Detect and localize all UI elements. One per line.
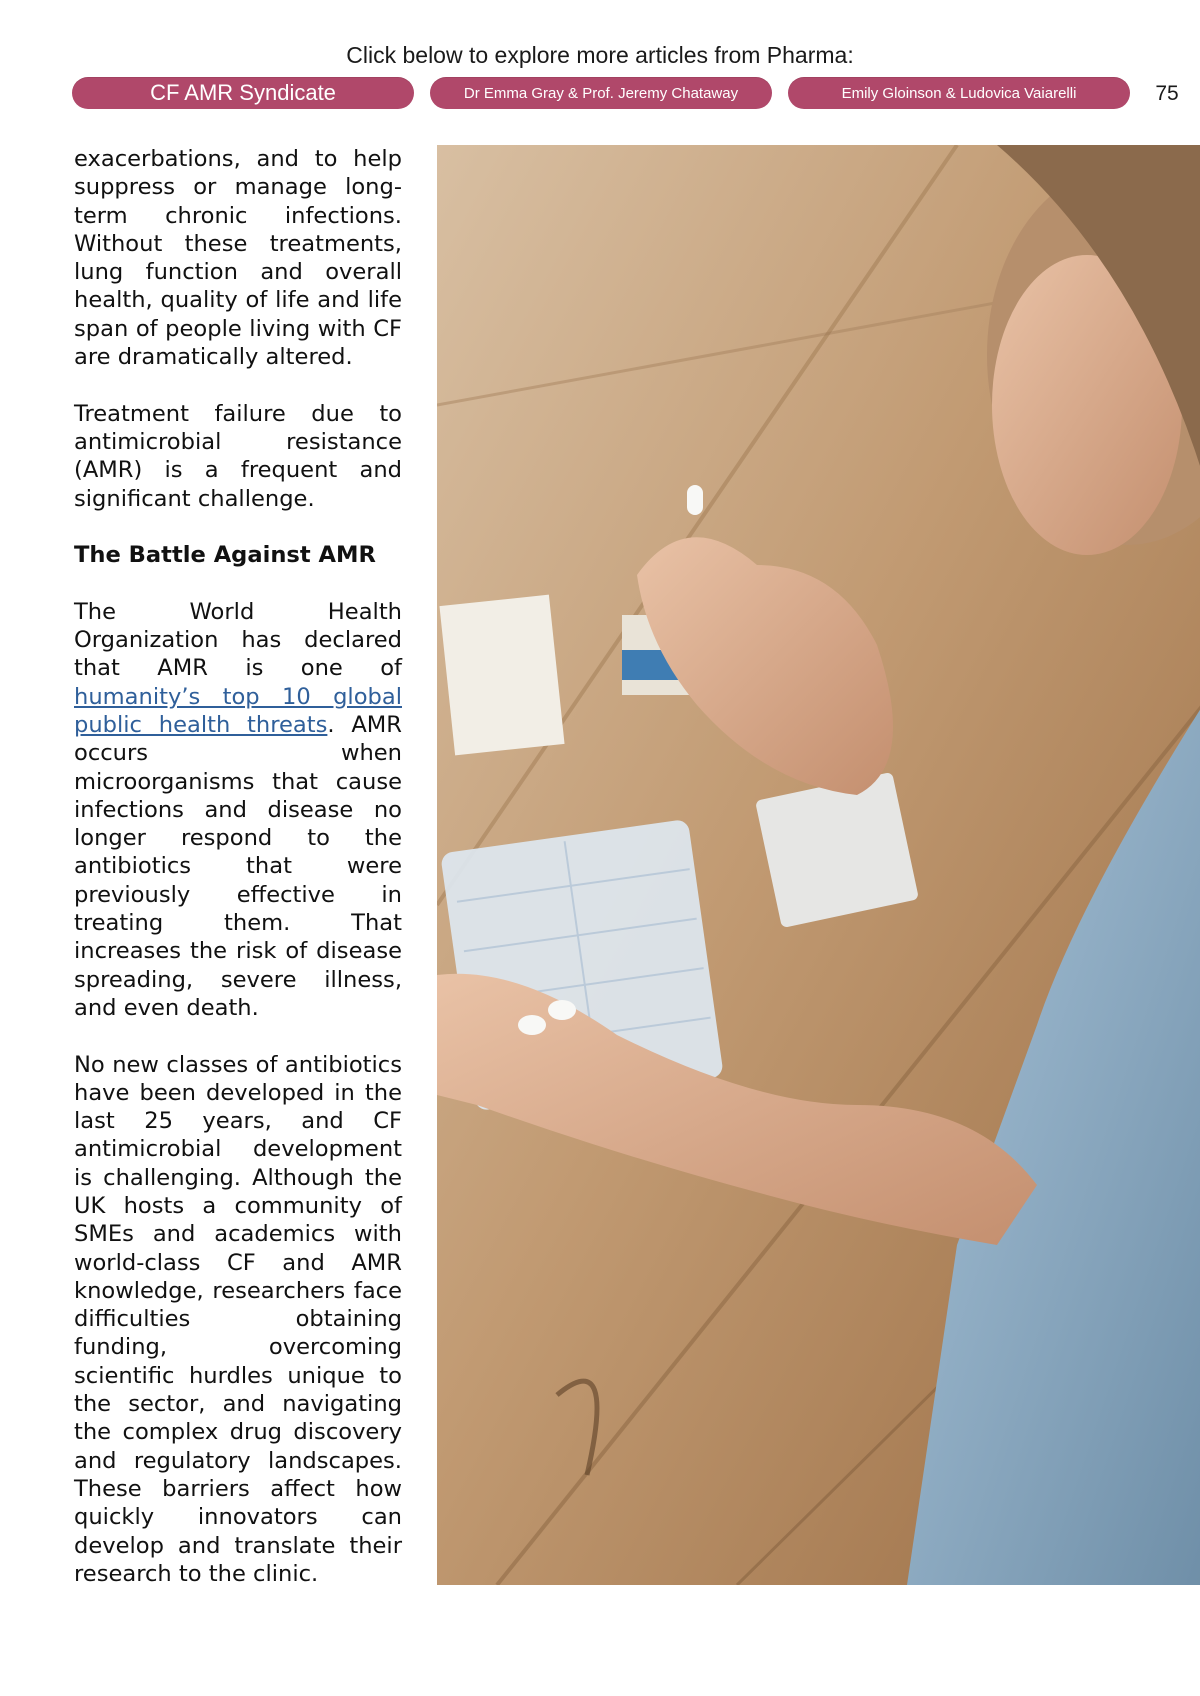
page-number: 75 <box>1155 82 1179 105</box>
nav-button-gloinson-vaiarelli[interactable]: Emily Gloinson & Ludovica Vaiarelli <box>788 77 1130 109</box>
who-threats-link[interactable]: humanity’s top 10 global public health threats <box>74 683 402 738</box>
section-heading: The Battle Against AMR <box>74 542 376 569</box>
paragraph-1: exacerbations, and to help suppress or manage long-term chronic infections. Without these treatments, lung function and overall health, quality of life and life span of people living with CF are dramatically altered. <box>74 146 402 371</box>
paragraph-3-lead: The World Health Organization has declared that AMR is one of <box>74 598 402 682</box>
paragraph-2: Treatment failure due to antimicrobial resistance (AMR) is a frequent and significant challenge. <box>74 400 402 512</box>
paragraph-3 <box>74 598 402 1022</box>
explore-caption: Click below to explore more articles from Pharma: <box>346 42 854 68</box>
woman-taking-pills-illustration <box>437 145 1200 1585</box>
paragraph-4: No new classes of antibiotics have been developed in the last 25 years, and CF antimicrobial development is challenging. Although the UK hosts a community of SMEs and academics with world-class CF and AMR knowledge, researchers face difficulties obtaining funding, overcoming scientific hurdles unique to the sector, and navigating the complex drug discovery and regulatory landscapes. These barriers affect how quickly innovators can develop and translate their research to the clinic. <box>74 1051 402 1587</box>
article-photo <box>437 145 1200 1585</box>
paragraph-3-rest: . AMR occurs when microorganisms that cause infections and disease no longer respond to the antibiotics that were previously effective in treating them. That increases the risk of disease spreading, severe illness, and even death. <box>74 711 402 1021</box>
nav-button-cf-amr-syndicate[interactable]: CF AMR Syndicate <box>72 77 414 109</box>
nav-button-gray-chataway[interactable]: Dr Emma Gray & Prof. Jeremy Chataway <box>430 77 772 109</box>
article-column <box>74 145 402 1616</box>
